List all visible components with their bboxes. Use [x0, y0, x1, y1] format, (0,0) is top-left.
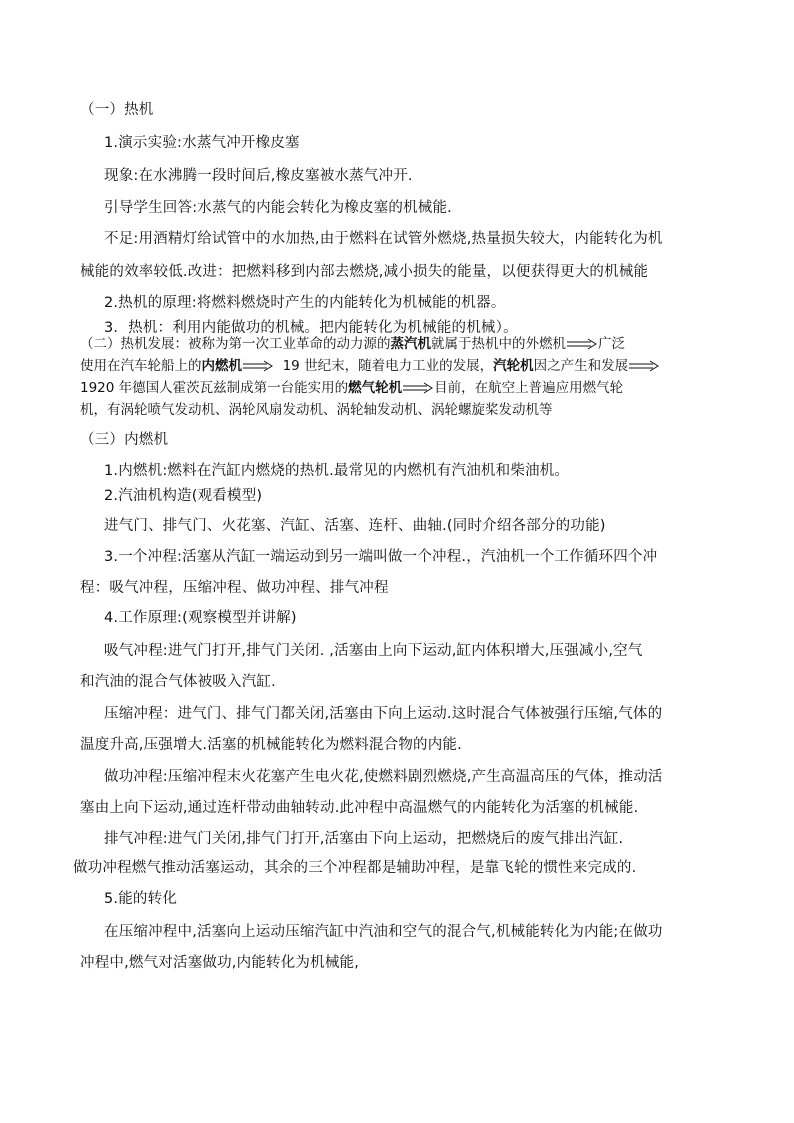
deficiency-line-1: 不足:用酒精灯给试管中的水加热,由于燃料在试管外燃烧,热量损失较大，内能转化为机 [104, 231, 663, 247]
intake-line-1: 吸气冲程:进气门打开,排气门关闭. ,活塞由上向下运动,缸内体积增大,压强减小,空气 [104, 643, 643, 659]
power-line-2: 塞由上向下运动,通过连杆带动曲轴转动.此冲程中高温燃气的内能转化为活塞的机械能. [80, 800, 639, 816]
demo-experiment: 1.演示实验:水蒸气冲开橡皮塞 [104, 135, 300, 151]
compression-line-1: 压缩冲程：进气门、排气门都关闭,活塞由下向上运动.这时混合气体被强行压缩,气体的 [104, 706, 663, 722]
power-line-1: 做功冲程:压缩冲程末火花塞产生电火花,使燃料剧烈燃烧,产生高温高压的气体，推动活 [104, 769, 663, 785]
energy-conversion-heading: 5.能的转化 [104, 891, 178, 907]
dev-text: 1920 年德国人霍茨瓦兹制成第一台能实用的 [80, 380, 349, 396]
steam-engine-term: 蒸汽机 [390, 336, 431, 352]
stroke-note: 做功冲程燃气推动活塞运动，其余的三个冲程都是辅助冲程，是靠飞轮的惯性来完成的. [73, 860, 637, 876]
principle-text: 2.热机的原理:将燃料燃烧时产生的内能转化为机械能的机器。 [104, 295, 506, 311]
development-line-3 [80, 378, 623, 398]
development-line-4: 机，有涡轮喷气发动机、涡轮风扇发动机、涡轮轴发动机、涡轮螺旋桨发动机等 [80, 402, 553, 418]
heat-engine-definition: 3．热机：利用内能做功的机械。把内能转化为机械能的机械）。 [104, 320, 518, 336]
dev-text: 目前，在航空上普遍应用燃气轮 [434, 380, 624, 396]
section-1-heading: （一）热机 [80, 102, 154, 118]
dev-text: 就属于热机中的外燃机 [431, 336, 566, 352]
stroke-line-2: 程：吸气冲程，压缩冲程、做功冲程、排气冲程 [80, 580, 389, 596]
arrow-right-icon [629, 360, 659, 372]
steam-turbine-term: 汽轮机 [493, 358, 534, 374]
conversion-line-2: 冲程中,燃气对活塞做功,内能转化为机械能, [80, 955, 360, 971]
dev-text: 广泛 [598, 336, 625, 352]
dev-text: 因之产生和发展 [533, 358, 629, 374]
section-3-heading: （三）内燃机 [80, 432, 169, 448]
stroke-line-1: 3.一个冲程:活塞从汽缸一端运动到另一端叫做一个冲程.，汽油机一个工作循环四个冲 [104, 549, 658, 565]
gas-turbine-term: 燃气轮机 [348, 380, 403, 396]
working-principle: 4.工作原理:(观察模型并讲解) [104, 610, 297, 626]
dev-text: 使用在汽车轮船上的 [80, 358, 202, 374]
arrow-right-icon [403, 382, 433, 394]
compression-line-2: 温度升高,压强增大.活塞的机械能转化为燃料混合物的内能. [80, 737, 462, 753]
deficiency-line-2: 械能的效率较低.改进：把燃料移到内部去燃烧,减小损失的能量，以便获得更大的机械能 [80, 264, 649, 280]
internal-combustion-term: 内燃机 [201, 358, 242, 374]
dev-text: （二）热机发展：被称为第一次工业革命的动力源的 [80, 336, 391, 352]
exhaust-line: 排气冲程:进气门关闭,排气门打开,活塞由下向上运动，把燃烧后的废气排出汽缸. [104, 831, 624, 847]
arrow-right-icon [567, 338, 597, 350]
engine-parts: 进气门、排气门、火花塞、汽缸、活塞、连杆、曲轴.(同时介绍各部分的功能) [104, 518, 606, 534]
arrow-right-icon [243, 360, 273, 372]
intake-line-2: 和汽油的混合气体被吸入汽缸. [80, 674, 276, 690]
guide-text: 引导学生回答:水蒸气的内能会转化为橡皮塞的机械能. [104, 200, 452, 216]
phenomenon-text: 现象:在水沸腾一段时间后,橡皮塞被水蒸气冲开. [104, 168, 413, 184]
development-line-2 [80, 356, 660, 376]
ice-definition: 1.内燃机:燃料在汽缸内燃烧的热机.最常见的内燃机有汽油机和柴油机。 [104, 463, 570, 479]
dev-text: 19 世纪末，随着电力工业的发展， [282, 358, 494, 374]
conversion-line-1: 在压缩冲程中,活塞向上运动压缩汽缸中汽油和空气的混合气,机械能转化为内能;在做功 [104, 924, 663, 940]
development-line-1 [80, 334, 625, 354]
gasoline-structure: 2.汽油机构造(观看模型) [104, 488, 263, 504]
